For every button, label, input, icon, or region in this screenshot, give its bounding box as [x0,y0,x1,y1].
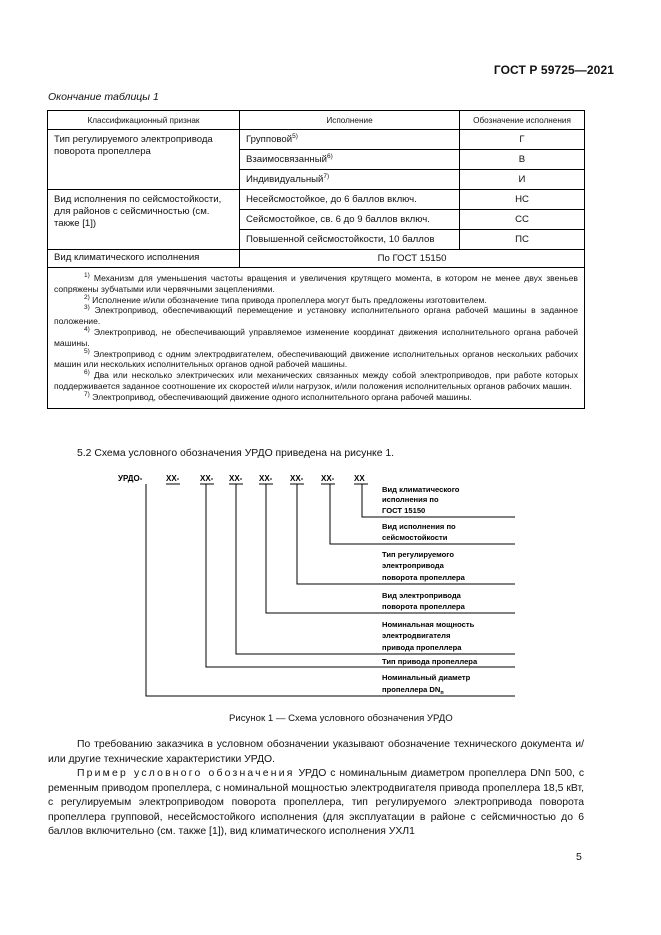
diagram-code: ХХ- [229,474,243,483]
merged-cell: По ГОСТ 15150 [240,250,585,268]
label-power-3: привода пропеллера [382,643,462,652]
label-power-2: электродвигателя [382,631,451,640]
code-cell: НС [460,190,585,210]
code-cell: ПС [460,230,585,250]
feature-cell: Тип регулируемого электропривода поворота пропеллера [48,130,240,190]
header-code: Обозначение исполнения [460,111,585,130]
execution-cell: Индивидуальный$^{7)}$ [240,170,460,190]
feature-cell: Вид исполнения по сейсмостойкости, для районов с сейсмичностью (см. также [1]) [48,190,240,250]
footnote: $^{6)}$ Два или несколько электрических или механических связанных между собой электроприводов, при работе которых поддерживается заданное соотношение их скоростей и/или нагрузок, и/или положения исполнительных органов рабочих машин. [54,369,579,391]
example-label: Пример условного обозначения [77,768,295,779]
label-drive-type: Тип привода пропеллера [382,657,478,666]
header-feature: Классификационный признак [48,111,240,130]
code-cell: СС [460,210,585,230]
footnote: $^{4)}$ Электропривод, не обеспечивающий управляемое изменение координат движения исполнительного органа рабочей машины. [54,326,578,348]
code-cell: И [460,170,585,190]
footnote: $^{1)}$ Механизм для уменьшения частоты вращения и увеличения крутящего момента, в котором не менее двух звеньев сопряжены зубчатыми или червячными зацеплениями. [54,272,578,294]
diagram-code: ХХ- [321,474,335,483]
label-seismic-1: Вид исполнения по [382,522,456,531]
diagram-prefix: УРДО- [118,474,143,483]
feature-cell: Вид климатического исполнения [48,250,240,268]
label-climatic-3: ГОСТ 15150 [382,506,426,515]
execution-cell: Повышенной сейсмостойкости, 10 баллов [240,230,460,250]
footnote: $^{2)}$ Исполнение и/или обозначение типа привода пропеллера могут быть предложены изготовителем. [84,293,487,305]
label-regulated-3: поворота пропеллера [382,573,465,582]
label-drive-kind-1: Вид электропривода [382,591,461,600]
label-diameter-1: Номинальный диаметр [382,673,471,682]
body-paragraph: По требованию заказчика в условном обозначении указывают обозначение технического документа и/или другие технические характеристики УРДО. [48,739,584,765]
footnote: $^{7)}$ Электропривод, обеспечивающий движение одного исполнительного органа рабочей машины. [84,390,472,402]
diagram-code: ХХ- [200,474,214,483]
label-regulated-2: электропривода [382,561,444,570]
table-caption: Окончание таблицы 1 [48,91,159,103]
diagram-code: ХХ- [290,474,304,483]
section-5-2: 5.2 Схема условного обозначения УРДО приведена на рисунке 1. [77,448,395,459]
code-cell: Г [460,130,585,150]
figure-caption: Рисунок 1 — Схема условного обозначения УРДО [229,713,453,724]
header-execution: Исполнение [240,111,460,130]
label-seismic-2: сейсмостойкости [382,533,448,542]
label-drive-kind-2: поворота пропеллера [382,602,465,611]
execution-cell: Несейсмостойкое, до 6 баллов включ. [240,190,460,210]
execution-cell: Групповой$^{5)}$ [240,130,460,150]
code-cell: В [460,150,585,170]
execution-cell: Взаимосвязанный$^{6)}$ [240,150,460,170]
footnote: $^{3)}$ Электропривод, обеспечивающий перемещение и установку исполнительного органа рабочей машины в заданное положение. [54,304,578,327]
diagram-code: ХХ [354,474,365,483]
example-paragraph: Пример условного обозначения УРДО с номинальным диаметром пропеллера DNп 500, с ременным приводом пропеллера, с номинальной мощностью электродвигателя привода пропеллера 18,5 кВт, с регулируемым электроприводом поворота пропеллера, тип регулируемого электропривода поворота пропеллера групповой, несейсмостойкого исполнения (для эксплуатации в районе с сейсмичностью до 6 баллов включительно (см. также [1]), вид климатического исполнения УХЛ1 [48,768,585,838]
diagram-code: ХХ- [166,474,180,483]
document-code: ГОСТ Р 59725—2021 [493,63,614,77]
label-power-1: Номинальная мощность [382,620,475,629]
execution-cell: Сейсмостойкое, св. 6 до 9 баллов включ. [240,210,460,230]
footnote: $^{5)}$ Электропривод с одним электродвигателем, обеспечивающий движение исполнительных органов нескольких рабочих машин или нескольких исполнительных органов одной рабочей машины. [54,347,578,370]
label-regulated-1: Тип регулируемого [382,550,454,559]
label-diameter-2: пропеллера $DN_п$ [382,685,444,696]
label-climatic-2: исполнения по [382,495,439,504]
leader-drive-type [206,484,515,667]
page-number: 5 [576,851,582,863]
diagram-code: ХХ- [259,474,273,483]
label-climatic-1: Вид климатического [382,485,460,494]
